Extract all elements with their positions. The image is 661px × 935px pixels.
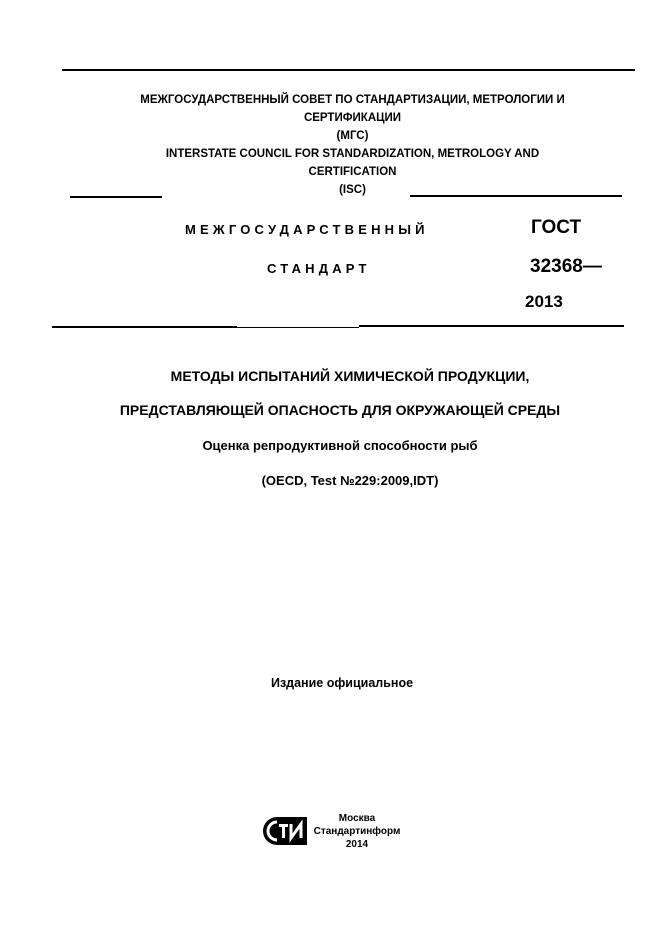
publisher-name: Стандартинформ bbox=[313, 826, 401, 837]
document-reference: (OECD, Test №229:2009,IDT) bbox=[261, 473, 439, 488]
document-title-line1: МЕТОДЫ ИСПЫТАНИЙ ХИМИЧЕСКОЙ ПРОДУКЦИИ, bbox=[170, 368, 530, 384]
header-rule-left bbox=[70, 196, 162, 198]
publisher-year: 2014 bbox=[345, 839, 369, 850]
gost-number: 32368— bbox=[530, 256, 602, 277]
gost-label: ГОСТ bbox=[531, 217, 582, 238]
council-name-ru-line2: СЕРТИФИКАЦИИ bbox=[303, 112, 402, 124]
publisher-info bbox=[312, 812, 402, 851]
council-name-en-line2: CERTIFICATION bbox=[308, 166, 397, 178]
standard-type-line1: МЕЖГОСУДАРСТВЕННЫЙ bbox=[185, 222, 429, 237]
designation-rule-right bbox=[359, 325, 624, 327]
document-title-line2: ПРЕДСТАВЛЯЮЩЕЙ ОПАСНОСТЬ ДЛЯ ОКРУЖАЮЩЕЙ СРЕДЫ bbox=[119, 402, 561, 418]
standard-type-line2: СТАНДАРТ bbox=[267, 261, 371, 276]
council-name-ru-line1: МЕЖГОСУДАРСТВЕННЫЙ СОВЕТ ПО СТАНДАРТИЗАЦИИ, МЕТРОЛОГИИ И bbox=[140, 94, 565, 106]
publisher-city: Москва bbox=[338, 813, 376, 824]
council-header bbox=[60, 91, 645, 199]
council-abbr-ru: (МГС) bbox=[336, 130, 369, 142]
document-subtitle: Оценка репродуктивной способности рыб bbox=[202, 438, 478, 453]
council-abbr-en: (ISC) bbox=[339, 184, 366, 196]
designation-rule-left bbox=[52, 326, 237, 328]
gost-year: 2013 bbox=[525, 292, 563, 311]
publisher-logo bbox=[263, 816, 309, 846]
top-rule bbox=[62, 69, 635, 71]
sti-logo-icon bbox=[263, 816, 309, 846]
designation-rule-middle bbox=[237, 327, 359, 328]
council-name-en-line1: INTERSTATE COUNCIL FOR STANDARDIZATION, METROLOGY AND bbox=[165, 148, 540, 160]
header-rule-right bbox=[410, 195, 622, 197]
edition-label: Издание официальное bbox=[270, 676, 414, 690]
